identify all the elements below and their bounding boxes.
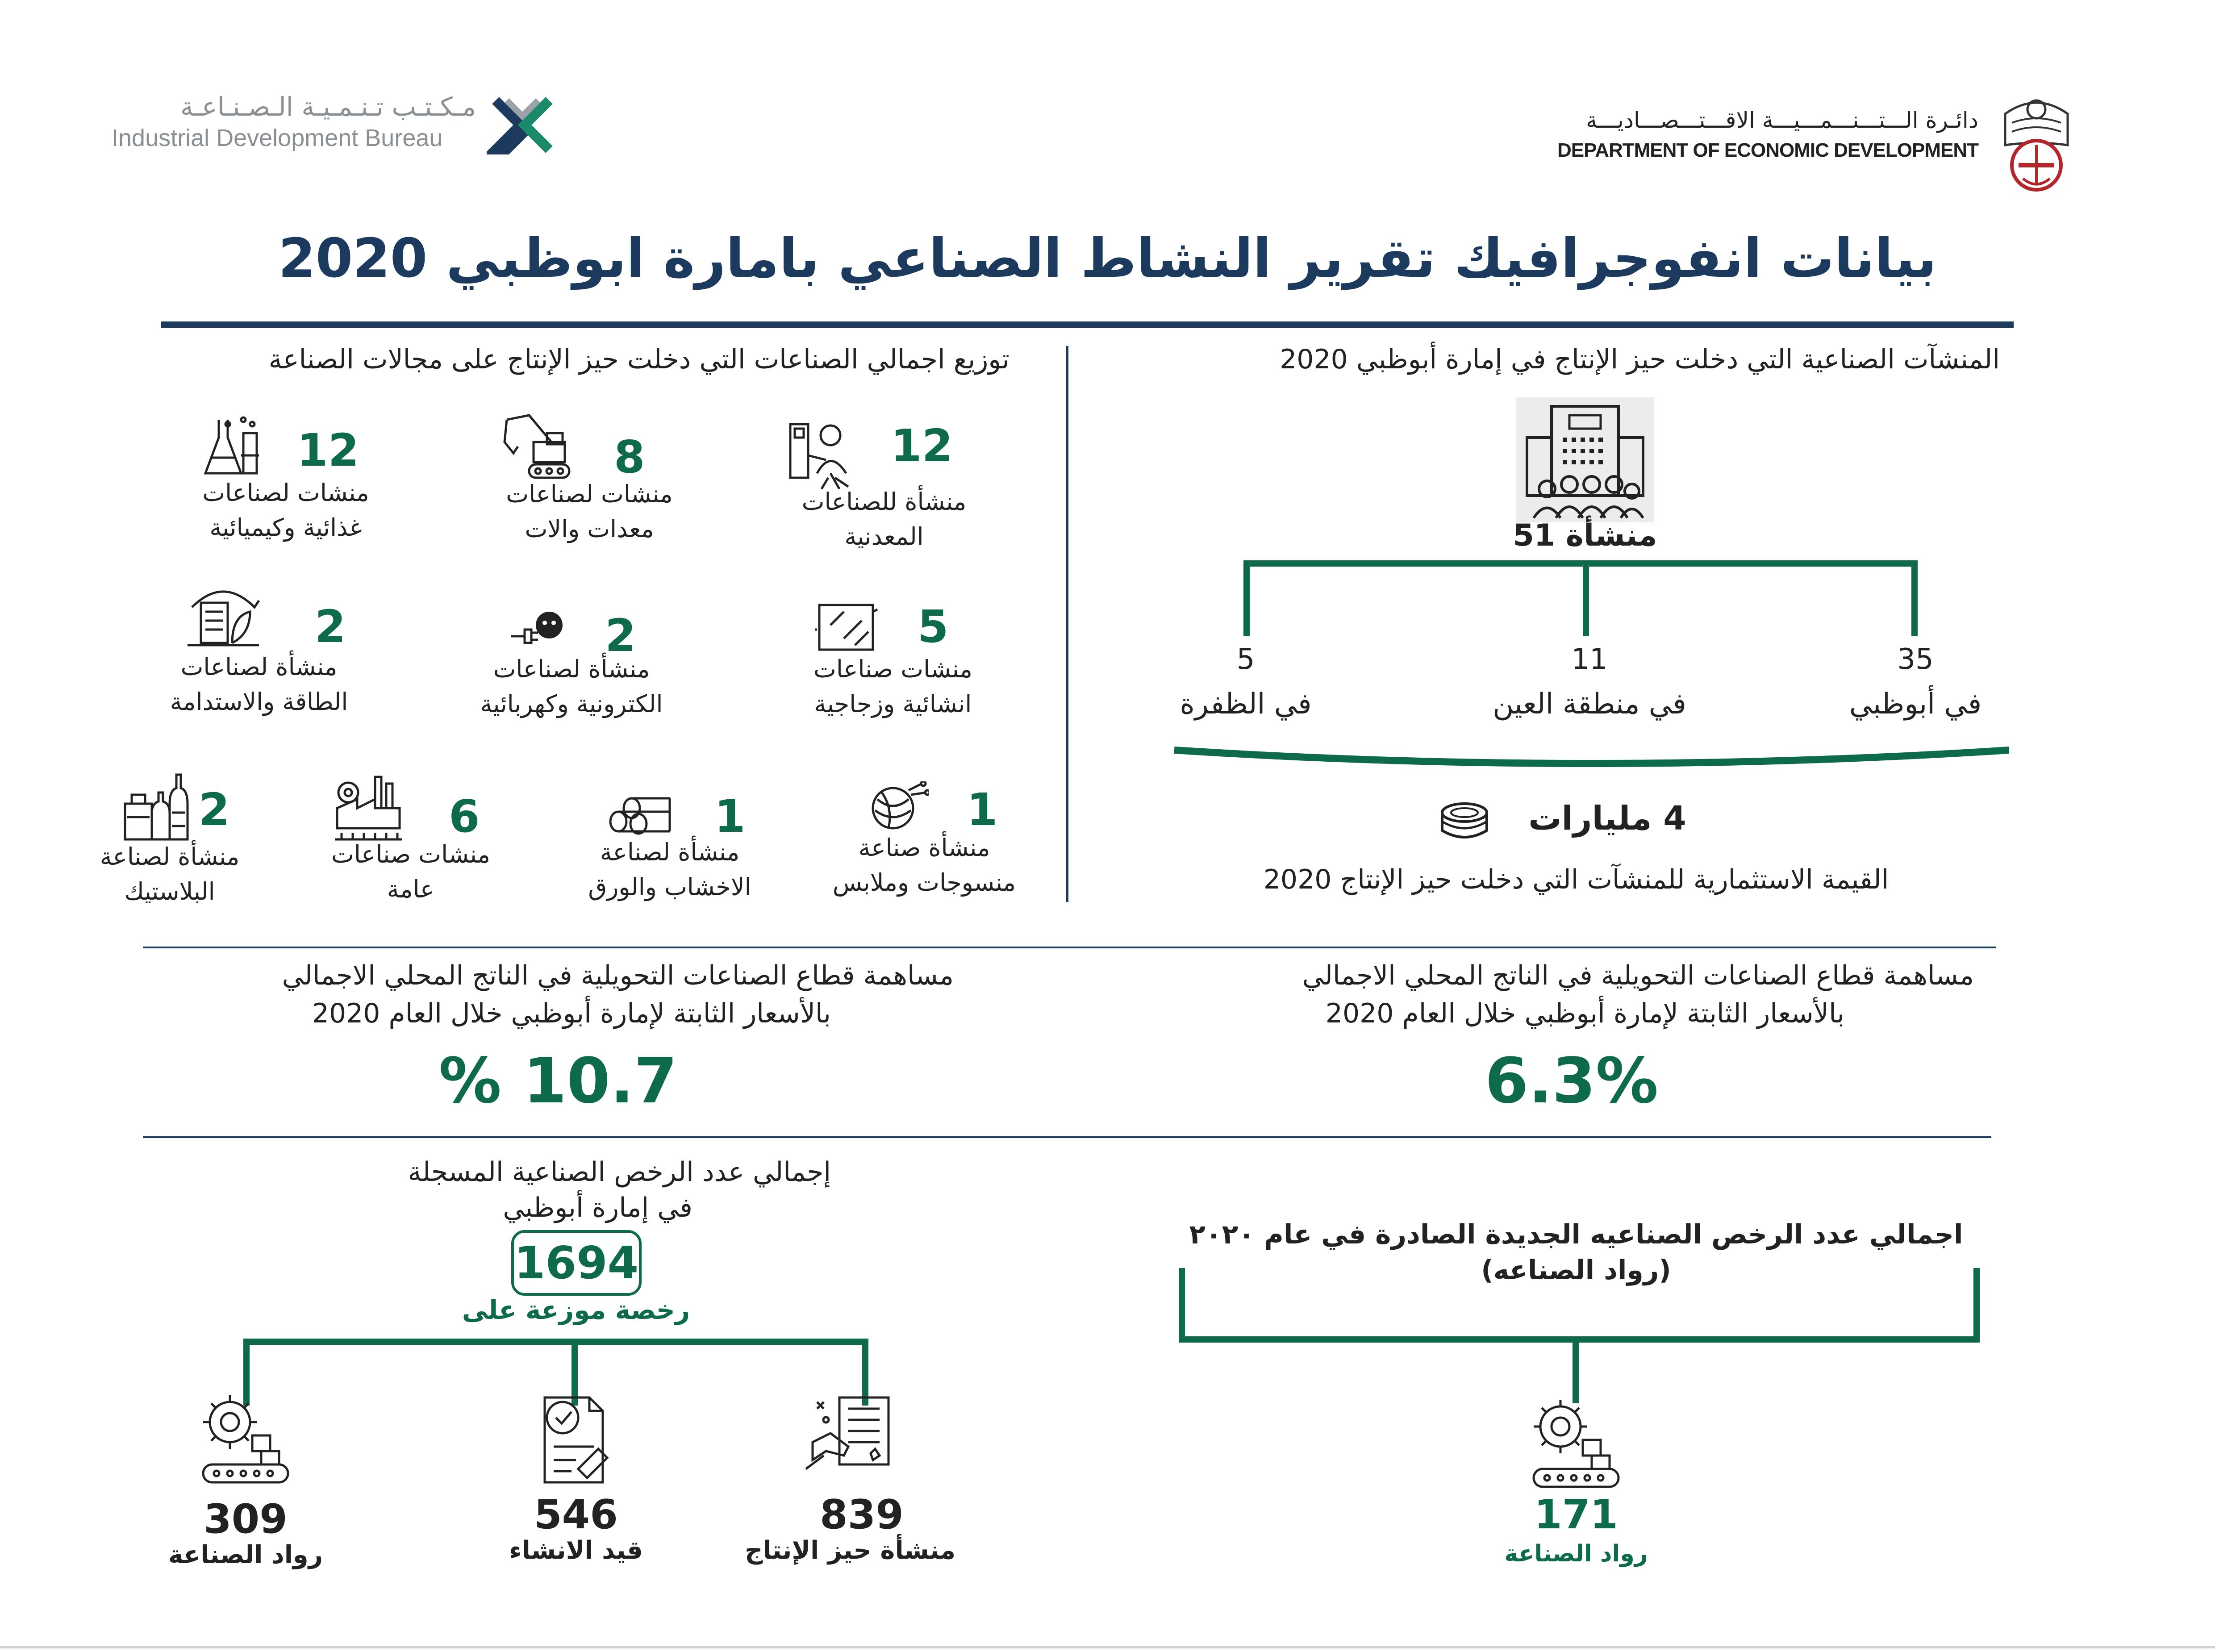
region-dhafra-count: 5	[1236, 643, 1255, 676]
new-licenses-bracket-right	[1973, 1268, 1980, 1342]
new-licenses-heading-line2: (رواد الصناعه)	[1481, 1255, 1671, 1286]
plug-icon	[507, 605, 569, 654]
category-food-chem-line1: منشات لصناعات	[202, 479, 369, 507]
facilities-bracket-left	[1243, 560, 1250, 636]
facilities-bracket-right	[1911, 560, 1918, 636]
gear-conveyor-icon	[1527, 1393, 1625, 1491]
category-electronics-line2: الكترونية وكهربائية	[480, 690, 663, 718]
category-equipment-count: 8	[614, 431, 645, 483]
category-general-line1: منشات صناعات	[331, 840, 490, 868]
facilities-bracket-top	[1243, 560, 1918, 567]
licenses-distributed-label: رخصة موزعة على	[462, 1295, 690, 1325]
category-metal-line1: منشأة للصناعات	[801, 488, 967, 516]
category-equipment	[473, 411, 705, 558]
factory-icon	[330, 772, 406, 844]
falcon-emblem-icon	[1992, 87, 2081, 194]
new-licenses-heading-line1: اجمالي عدد الرخص الصناعيه الجديدة الصادرة في عام ٢٠٢٠	[1189, 1219, 1963, 1250]
license-item-production	[745, 1389, 955, 1576]
category-electronics-count: 2	[605, 609, 636, 662]
document-stamp-icon	[531, 1389, 621, 1491]
category-construction-glass	[777, 589, 1009, 732]
license-item-production-label: منشأة حيز الإنتاج	[745, 1536, 955, 1565]
gdp-left-line1: مساهمة قطاع الصناعات التحويلية في الناتج المحلي الاجمالي	[282, 960, 954, 991]
gdp-right-value: 6.3%	[1485, 1045, 1659, 1118]
bureau-english-name: Industrial Development Bureau	[112, 125, 443, 151]
category-construction-glass-count: 5	[918, 601, 949, 653]
licenses-bracket-top	[243, 1339, 868, 1345]
category-plastic-line2: البلاستيك	[124, 877, 215, 905]
category-wood-paper-line1: منشأة لصناعة	[600, 838, 740, 866]
license-item-pioneers-value: 309	[204, 1496, 288, 1543]
title-divider	[161, 321, 2014, 328]
license-item-construction-label: قيد الانشاء	[509, 1536, 643, 1565]
category-metal	[768, 411, 1000, 558]
category-general-count: 6	[449, 790, 480, 843]
category-construction-glass-line2: انشائية وزجاجية	[814, 690, 972, 718]
new-licenses-bracket-bottom	[1179, 1336, 1980, 1343]
ded-emblem	[1992, 87, 2081, 194]
category-construction-glass-line1: منشات صناعات	[813, 655, 972, 683]
gdp-left-line2: بالأسعار الثابتة لإمارة أبوظبي خلال العام 2020	[312, 998, 831, 1029]
category-food-chem-line2: غذائية وكيميائية	[209, 513, 362, 542]
section-divider-1	[143, 947, 1996, 948]
category-plastic	[80, 768, 313, 915]
region-alain-count: 11	[1571, 643, 1608, 676]
category-metal-count: 12	[891, 420, 953, 472]
investment-value: 4 مليارات	[1528, 799, 1686, 838]
gdp-right-line2: بالأسعار الثابتة لإمارة أبوظبي خلال العام 2020	[1325, 998, 1844, 1029]
category-textiles-count: 1	[967, 784, 998, 836]
ded-english-name: DEPARTMENT OF ECONOMIC DEVELOPMENT	[1557, 139, 1978, 161]
bottom-border	[0, 1646, 2215, 1648]
new-licenses-bracket-left	[1179, 1268, 1185, 1342]
metal-worker-icon	[786, 415, 857, 491]
region-alain-name: في منطقة العين	[1493, 688, 1686, 721]
category-wood-paper-count: 1	[714, 790, 746, 843]
yarn-icon	[866, 781, 929, 835]
licenses-heading-line2: في إمارة أبوظبي	[503, 1192, 692, 1223]
idb-x-icon	[487, 89, 558, 161]
gdp-left-value: 10.7 %	[438, 1045, 678, 1118]
category-energy	[143, 580, 375, 723]
license-item-pioneers-label: رواد الصناعة	[168, 1540, 323, 1569]
category-energy-line1: منشأة لصناعات	[180, 653, 338, 681]
license-item-pioneers	[152, 1389, 339, 1576]
page-title: بيانات انفوجرافيك تقرير النشاط الصناعي بامارة ابوظبي 2020	[278, 228, 1937, 290]
category-equipment-line1: منشات لصناعات	[506, 480, 673, 508]
category-wood-paper-line2: الاخشاب والورق	[588, 873, 751, 901]
logs-icon	[607, 795, 679, 835]
license-item-construction	[482, 1389, 670, 1576]
region-dhafra-name: في الظفرة	[1180, 688, 1312, 721]
gear-conveyor-icon	[196, 1389, 295, 1487]
bureau-arabic-name: مـكـتـب تـنـمـيـة الـصـنـاعـة	[180, 92, 476, 122]
new-licenses-item	[1487, 1393, 1665, 1581]
sustainable-building-icon	[183, 580, 263, 652]
section-divider-2	[143, 1136, 1991, 1138]
lab-flask-icon	[201, 411, 268, 482]
excavator-icon	[498, 411, 574, 482]
category-general	[295, 772, 527, 915]
building-icon	[1516, 397, 1654, 522]
plastic-bottles-icon	[116, 768, 192, 844]
category-energy-count: 2	[315, 601, 346, 653]
category-energy-line2: الطاقة والاستدامة	[170, 688, 348, 716]
region-abudhabi-name: في أبوظبي	[1849, 688, 1982, 721]
category-general-line2: عامة	[387, 875, 435, 903]
licenses-total-box	[511, 1230, 642, 1296]
category-electronics	[455, 589, 688, 732]
vertical-divider	[1066, 346, 1068, 902]
new-licenses-value: 171	[1534, 1491, 1618, 1538]
region-abudhabi-count: 35	[1897, 643, 1934, 676]
idb-logo	[487, 89, 558, 161]
category-textiles-line2: منسوجات وملابس	[832, 868, 1016, 897]
category-electronics-line1: منشأة لصناعات	[493, 655, 650, 683]
category-food-chem	[170, 411, 402, 558]
category-plastic-count: 2	[199, 784, 230, 836]
curved-divider	[1174, 746, 2009, 781]
license-item-production-value: 839	[820, 1491, 904, 1538]
category-wood-paper	[558, 781, 790, 911]
license-item-construction-value: 546	[534, 1491, 618, 1538]
checklist-icon	[804, 1389, 902, 1491]
facilities-heading: المنشآت الصناعية التي دخلت حيز الإنتاج في إمارة أبوظبي 2020	[1280, 344, 2000, 375]
glass-panel-icon	[813, 598, 880, 656]
licenses-heading-line1: إجمالي عدد الرخص الصناعية المسجلة	[408, 1156, 831, 1188]
category-food-chem-count: 12	[297, 424, 359, 476]
new-licenses-label: رواد الصناعة	[1504, 1540, 1648, 1567]
licenses-total: 1694	[514, 1237, 639, 1289]
distribution-heading: توزيع اجمالي الصناعات التي دخلت حيز الإنتاج على مجالات الصناعة	[268, 344, 1009, 375]
gdp-right-line1: مساهمة قطاع الصناعات التحويلية في الناتج المحلي الاجمالي	[1302, 960, 1974, 991]
category-plastic-line1: منشأة لصناعة	[100, 843, 240, 871]
category-textiles-line1: منشأة صناعة	[858, 834, 990, 862]
coins-icon	[1438, 799, 1491, 844]
category-metal-line2: المعدنية	[844, 522, 924, 551]
facilities-total: منشأة 51	[1513, 518, 1657, 553]
category-textiles	[813, 781, 1045, 911]
ded-arabic-name: دائـرة الـــتـــنـــمـــيـــة الاقـــتـــصـــاديـــة	[1586, 107, 1978, 133]
category-equipment-line2: معدات والات	[525, 515, 654, 543]
investment-label: القيمة الاستثمارية للمنشآت التي دخلت حيز الإنتاج 2020	[1263, 864, 1889, 895]
facilities-bracket-mid	[1583, 560, 1589, 636]
